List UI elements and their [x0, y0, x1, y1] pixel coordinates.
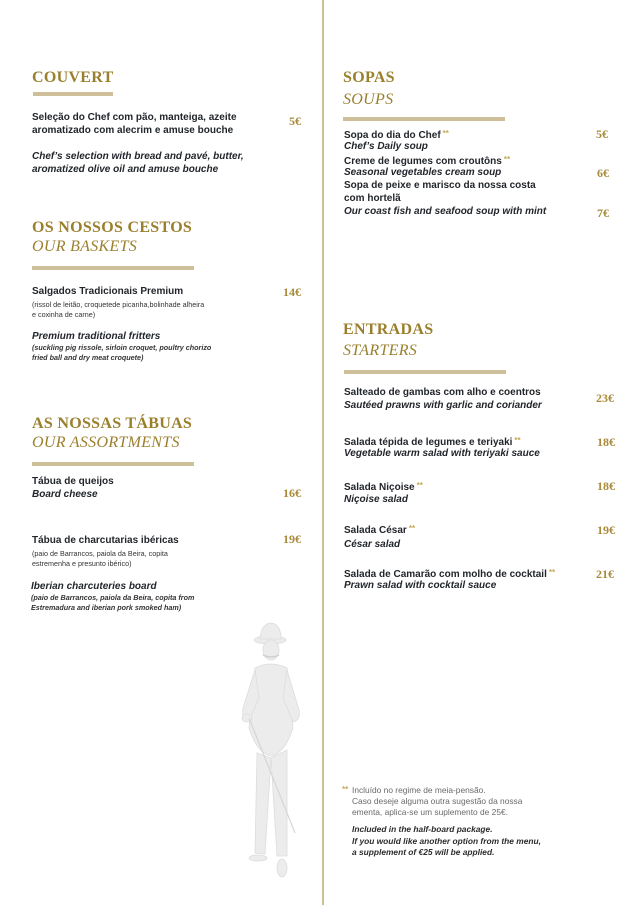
starters-item-5-price: 21€: [596, 567, 614, 581]
starters-item-1-pt: Salteado de gambas com alho e coentros: [344, 387, 541, 398]
assortments-item-2-desc-pt-line1: (paio de Barrancos, paiola da Beira, copita: [32, 549, 168, 558]
footnote-en: [352, 824, 541, 859]
half-board-marker: **: [548, 568, 556, 577]
baskets-price: 14€: [283, 285, 301, 299]
half-board-marker: **: [514, 436, 521, 445]
section-title-couvert: COUVERT: [32, 69, 114, 86]
section-subtitle-starters: STARTERS: [343, 342, 418, 359]
soups-item-2-pt-label: Creme de legumes com croutôns: [344, 156, 502, 167]
section-title-soups: SOPAS: [343, 69, 395, 86]
soups-item-3-en: Our coast fish and seafood soup with mint: [344, 206, 547, 217]
assortments-item-2-desc-pt-line2: estremenha e presunto ibérico): [32, 559, 132, 568]
starters-item-4-price: 19€: [597, 523, 615, 537]
couvert-item-en-line1: Chef’s selection with bread and pavé, butter,: [32, 151, 244, 162]
footnote-en-line2: If you would like another option from the menu,: [352, 835, 541, 846]
assortments-item-1-price: 16€: [283, 486, 301, 500]
section-title-baskets: OS NOSSOS CESTOS: [32, 219, 193, 236]
starters-item-1-price: 23€: [596, 391, 614, 405]
section-rule: [32, 266, 194, 270]
section-rule: [33, 92, 113, 96]
section-rule: [344, 370, 506, 374]
starters-item-4-en: César salad: [344, 539, 401, 550]
section-title-starters: ENTRADAS: [343, 321, 434, 338]
footnote-pt: [352, 785, 522, 818]
section-rule: [32, 462, 194, 466]
starters-item-1-en: Sautéed prawns with garlic and coriander: [344, 400, 542, 411]
soups-item-2-price: 6€: [597, 166, 609, 180]
assortments-item-2-desc-en-line2: Estremadura and iberian pork smoked ham): [31, 603, 182, 612]
couvert-item-pt-line1: Seleção do Chef com pão, manteiga, azeite: [32, 112, 237, 123]
starters-item-4-pt-label: Salada César: [344, 525, 407, 536]
starters-item-3-en: Niçoise salad: [344, 494, 408, 505]
half-board-marker: **: [408, 524, 416, 533]
assortments-item-1-pt: Tábua de queijos: [32, 476, 114, 487]
half-board-marker: **: [442, 129, 449, 138]
starters-item-3-pt: [344, 479, 423, 494]
gentleman-illustration: [225, 618, 320, 890]
assortments-item-1-en: Board cheese: [32, 489, 98, 500]
starters-item-5-en: Prawn salad with cocktail sauce: [344, 580, 497, 591]
section-title-assortments: AS NOSSAS TÁBUAS: [32, 415, 193, 432]
soups-item-1-en: Chef’s Daily soup: [344, 141, 428, 152]
footnote-marker: **: [342, 785, 349, 794]
baskets-desc-en-line1: (suckling pig rissole, sirloin croquet, poultry chorizo: [32, 343, 212, 352]
starters-item-3-pt-label: Salada Niçoise: [344, 482, 415, 493]
baskets-item-pt: Salgados Tradicionais Premium: [32, 286, 184, 297]
baskets-item-en: Premium traditional fritters: [32, 331, 161, 342]
soups-item-3-price: 7€: [597, 206, 609, 220]
assortments-item-2-pt: Tábua de charcutarias ibéricas: [32, 535, 179, 546]
footnote-pt-line2: Caso deseje alguma outra sugestão da nossa: [352, 796, 523, 806]
soups-item-2-en: Seasonal vegetables cream soup: [344, 167, 502, 178]
baskets-desc-pt-line1: (rissol de leitão, croquetede picanha,bolinhade alheira: [32, 300, 205, 309]
half-board-marker: **: [503, 155, 511, 164]
couvert-item-en-line2: aromatized olive oil and amuse bouche: [32, 164, 219, 175]
couvert-item-pt-line2: aromatizado com alecrim e amuse bouche: [32, 125, 234, 136]
starters-item-5-pt-label: Salada de Camarão com molho de cocktail: [344, 569, 547, 580]
soups-item-3-pt-line2: com hortelã: [344, 193, 401, 204]
footnote-pt-line1: Incluído no regime de meia-pensão.: [352, 785, 486, 795]
baskets-desc-pt-line2: e coxinha de carne): [32, 310, 96, 319]
soups-item-3-pt-line1: Sopa de peixe e marisco da nossa costa: [344, 180, 536, 191]
soups-item-1-pt-label: Sopa do dia do Chef: [344, 130, 441, 141]
assortments-item-2-price: 19€: [283, 532, 301, 546]
baskets-desc-en-line2: fried ball and dry meat croquete): [32, 353, 144, 362]
section-rule: [343, 117, 505, 121]
starters-item-2-price: 18€: [597, 435, 615, 449]
assortments-item-2-en: Iberian charcuteries board: [31, 581, 157, 592]
footnote-pt-line3: ementa, aplica-se um suplemento de 25€.: [352, 807, 508, 817]
assortments-item-2-desc-en-line1: (paio de Barrancos, paiola da Beira, copita from: [31, 593, 195, 602]
section-subtitle-assortments: OUR ASSORTMENTS: [32, 434, 180, 451]
starters-item-4-pt: [344, 522, 415, 537]
footnote-en-line3: a supplement of €25 will be applied.: [352, 847, 495, 857]
column-divider: [322, 0, 324, 905]
starters-item-2-pt-label: Salada tépida de legumes e teriyaki: [344, 437, 513, 448]
footnote-en-line1: Included in the half-board package.: [352, 824, 493, 834]
section-subtitle-soups: SOUPS: [343, 91, 394, 108]
starters-item-2-en: Vegetable warm salad with teriyaki sauce: [344, 448, 540, 459]
couvert-price: 5€: [289, 114, 301, 128]
starters-item-3-price: 18€: [597, 479, 615, 493]
half-board-marker: **: [416, 481, 423, 490]
section-subtitle-baskets: OUR BASKETS: [32, 238, 138, 255]
soups-item-1-price: 5€: [596, 127, 608, 141]
